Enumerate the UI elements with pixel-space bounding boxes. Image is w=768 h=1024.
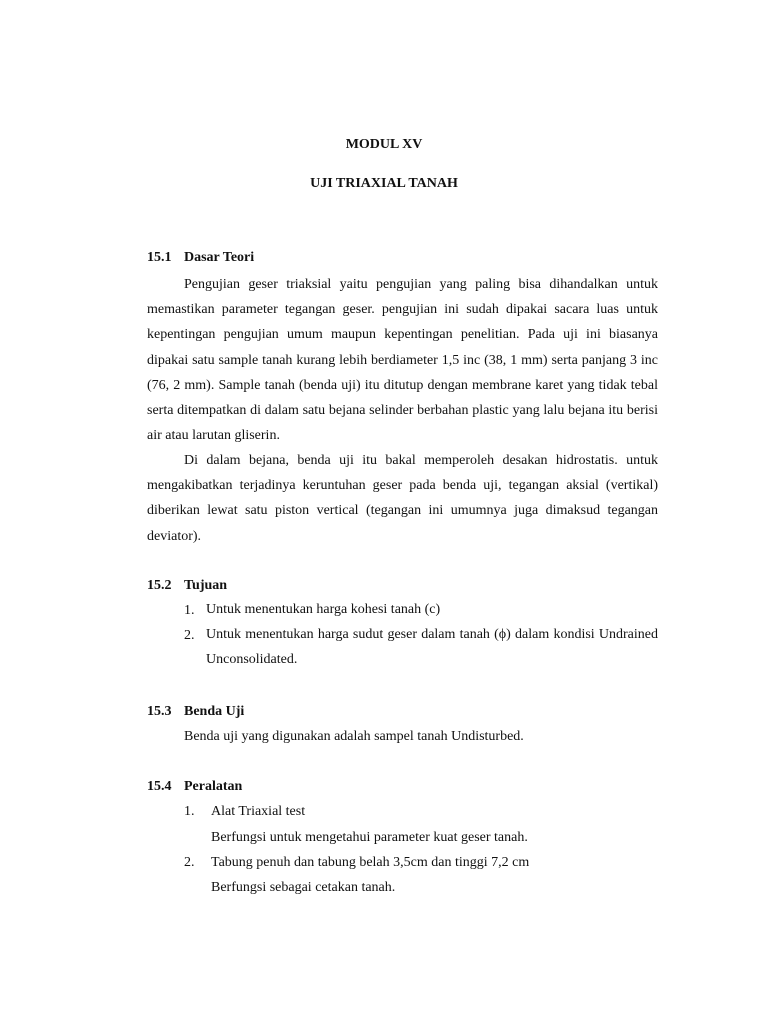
section-title: Peralatan xyxy=(184,779,243,794)
list-item-text: Untuk menentukan harga sudut geser dalam tanah (ϕ) dalam kondisi Undrained Unconsolidated. xyxy=(206,627,658,668)
section-title: Tujuan xyxy=(184,578,228,593)
section-title: Dasar Teori xyxy=(184,250,255,265)
list-item-number: 1. xyxy=(184,804,195,819)
section-heading-benda-uji xyxy=(147,704,244,720)
equipment-description: Berfungsi untuk mengetahui parameter kuat geser tanah. xyxy=(211,830,528,845)
section-number: 15.1 xyxy=(147,250,172,265)
list-item-number: 2. xyxy=(184,855,195,870)
equipment-name: Alat Triaxial test xyxy=(211,804,306,819)
equipment-name: Tabung penuh dan tabung belah 3,5cm dan tinggi 7,2 cm xyxy=(211,855,530,870)
equipment-description: Berfungsi sebagai cetakan tanah. xyxy=(211,880,396,895)
section-title: Benda Uji xyxy=(184,704,245,719)
benda-uji-text: Benda uji yang digunakan adalah sampel tanah Undisturbed. xyxy=(184,729,524,744)
module-subtitle: UJI TRIAXIAL TANAH xyxy=(310,176,458,191)
module-title: MODUL XV xyxy=(345,137,423,152)
paragraph-dasar-teori-1: Pengujian geser triaksial yaitu pengujian yang paling bisa dihandalkan untuk memastikan parameter tegangan geser. pengujian ini sudah dipakai sacara luas untuk kepentingan pengujian umum maupun kepentingan penelitian. Pada uji ini biasanya dipakai satu sample tanah kurang lebih berdiameter 1,5 inc (38, 1 mm) serta panjang 3 inc (76, 2 mm). Sample tanah (benda uji) itu ditutup dengan membrane karet yang tidak tebal serta ditempatkan di dalam satu bejana selinder berbahan plastic yang lalu bejana itu berisi air atau larutan gliserin. xyxy=(147,277,658,444)
section-heading-tujuan xyxy=(147,578,227,594)
paragraph-dasar-teori-2: Di dalam bejana, benda uji itu bakal memperoleh desakan hidrostatis. untuk mengakibatkan terjadinya keruntuhan geser pada benda uji, tegangan aksial (vertikal) diberikan lewat satu piston vertical (tegangan ini umumnya juga dimaksud tegangan deviator). xyxy=(147,453,658,544)
list-item-number: 2. xyxy=(184,628,195,643)
list-item-number: 1. xyxy=(184,603,195,618)
list-item-text: Untuk menentukan harga kohesi tanah (c) xyxy=(206,602,441,617)
section-heading-peralatan xyxy=(147,779,242,795)
section-number: 15.4 xyxy=(147,779,172,794)
section-heading-dasar-teori xyxy=(147,250,254,266)
section-number: 15.3 xyxy=(147,704,172,719)
section-number: 15.2 xyxy=(147,578,172,593)
